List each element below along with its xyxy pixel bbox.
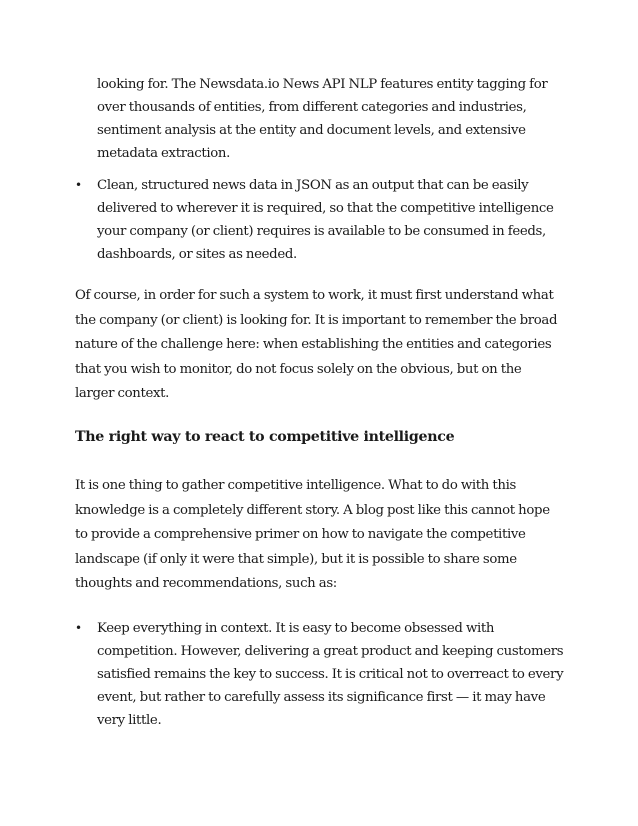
text-line: dashboards, or sites as needed. (97, 247, 297, 262)
text-line: looking for. The Newsdata.io News API NLP features entity tagging for (97, 77, 548, 92)
bullet-icon: • (75, 178, 83, 192)
text-line: Of course, in order for such a system to work, it must first understand what (75, 288, 554, 303)
text-line: very little. (97, 713, 162, 728)
text-line: It is one thing to gather competitive intelligence. What to do with this (75, 478, 516, 493)
text-line: thoughts and recommendations, such as: (75, 576, 337, 591)
section-heading: The right way to react to competitive intelligence (75, 429, 455, 445)
list-item-continuation (75, 73, 575, 165)
text-line: nature of the challenge here: when establishing the entities and categories (75, 337, 552, 352)
text-line: delivered to wherever it is required, so that the competitive intelligence (97, 201, 554, 216)
text-line: landscape (if only it were that simple), but it is possible to share some (75, 551, 517, 567)
list-item-clean-data (75, 174, 575, 266)
text-line: satisfied remains the key to success. It is critical not to overreact to every (97, 667, 564, 682)
text-line: metadata extraction. (97, 146, 231, 161)
text-line: Keep everything in context. It is easy to become obsessed with (97, 621, 495, 636)
list-item-context (75, 617, 575, 732)
text-line: that you wish to monitor, do not focus solely on the obvious, but on the (75, 361, 522, 377)
text-line: over thousands of entities, from different categories and industries, (97, 100, 527, 115)
text-line: the company (or client) is looking for. It is important to remember the broad (75, 312, 558, 328)
bullet-icon: • (75, 621, 83, 635)
paragraph-of-course (75, 284, 575, 407)
text-line: Clean, structured news data in JSON as an output that can be easily (97, 178, 529, 193)
text-line: to provide a comprehensive primer on how to navigate the competitive (75, 527, 526, 542)
text-line: larger context. (75, 386, 170, 401)
text-line: competition. However, delivering a great product and keeping customers (97, 644, 564, 659)
text-line: knowledge is a completely different story. A blog post like this cannot hope (75, 502, 550, 518)
text-line: event, but rather to carefully assess its significance first — it may have (97, 690, 546, 705)
text-line: your company (or client) requires is available to be consumed in feeds, (97, 224, 546, 239)
text-line: sentiment analysis at the entity and document levels, and extensive (97, 123, 526, 138)
paragraph-gather (75, 474, 575, 597)
